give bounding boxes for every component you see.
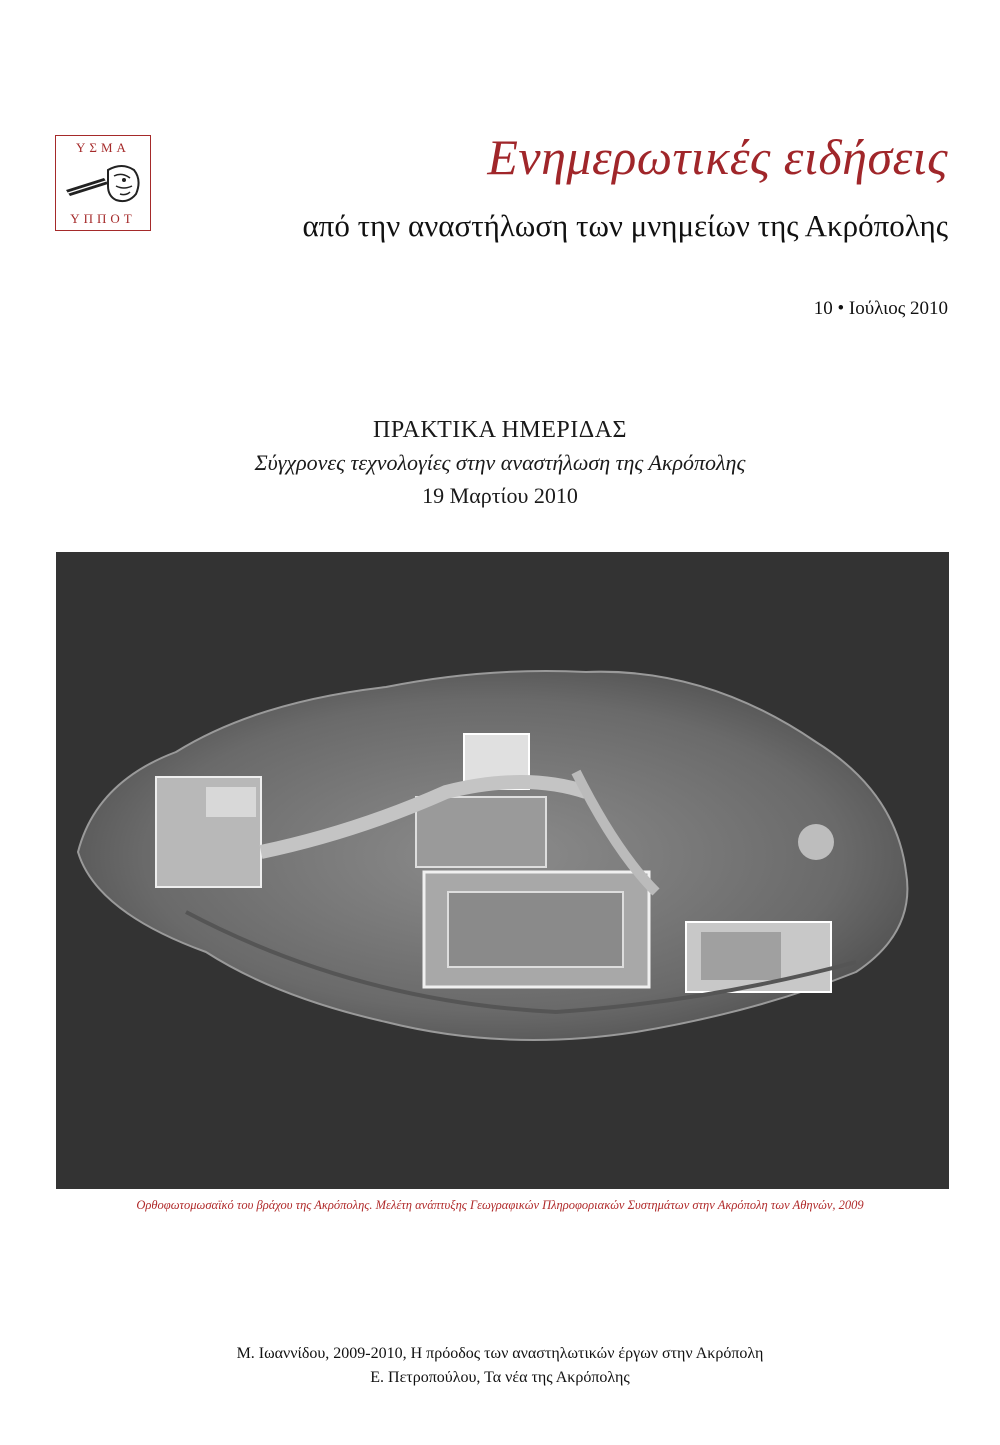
issue-number-date: 10 • Ιούλιος 2010	[813, 298, 948, 319]
acropolis-rock-illustration	[56, 552, 949, 1189]
acropolis-orthophoto	[56, 552, 949, 1189]
contents-item: Μ. Ιωαννίδου, 2009-2010, Η πρόοδος των αναστηλωτικών έργων στην Ακρόπολη	[236, 1345, 764, 1362]
newsletter-title: Ενημερωτικές ειδήσεις	[487, 129, 948, 185]
photo-caption: Ορθοφωτομωσαϊκό του βράχου της Ακρόπολης. Μελέτη ανάπτυξης Γεωγραφικών Πληροφοριακών Συστημάτων στην Ακρόπολη των Αθηνών, 2009	[136, 1198, 864, 1212]
contents-list	[0, 1342, 1000, 1390]
contents-item: Ε. Πετροπούλου, Τα νέα της Ακρόπολης	[370, 1369, 630, 1386]
publisher-logo	[55, 135, 151, 231]
proceedings-block	[0, 413, 1000, 513]
proceedings-heading: ΠΡΑΚΤΙΚΑ ΗΜΕΡΙΔΑΣ	[372, 417, 627, 443]
proceedings-topic: Σύγχρονες τεχνολογίες στην αναστήλωση της Ακρόπολης	[254, 450, 746, 475]
proceedings-date: 19 Μαρτίου 2010	[422, 483, 578, 508]
lion-head-icon	[64, 160, 144, 208]
logo-bottom-text: ΥΠΠΟΤ	[70, 211, 136, 226]
logo-top-text: ΥΣΜΑ	[76, 140, 130, 155]
newsletter-subtitle: από την αναστήλωση των μνημείων της Ακρόπολης	[302, 208, 948, 243]
